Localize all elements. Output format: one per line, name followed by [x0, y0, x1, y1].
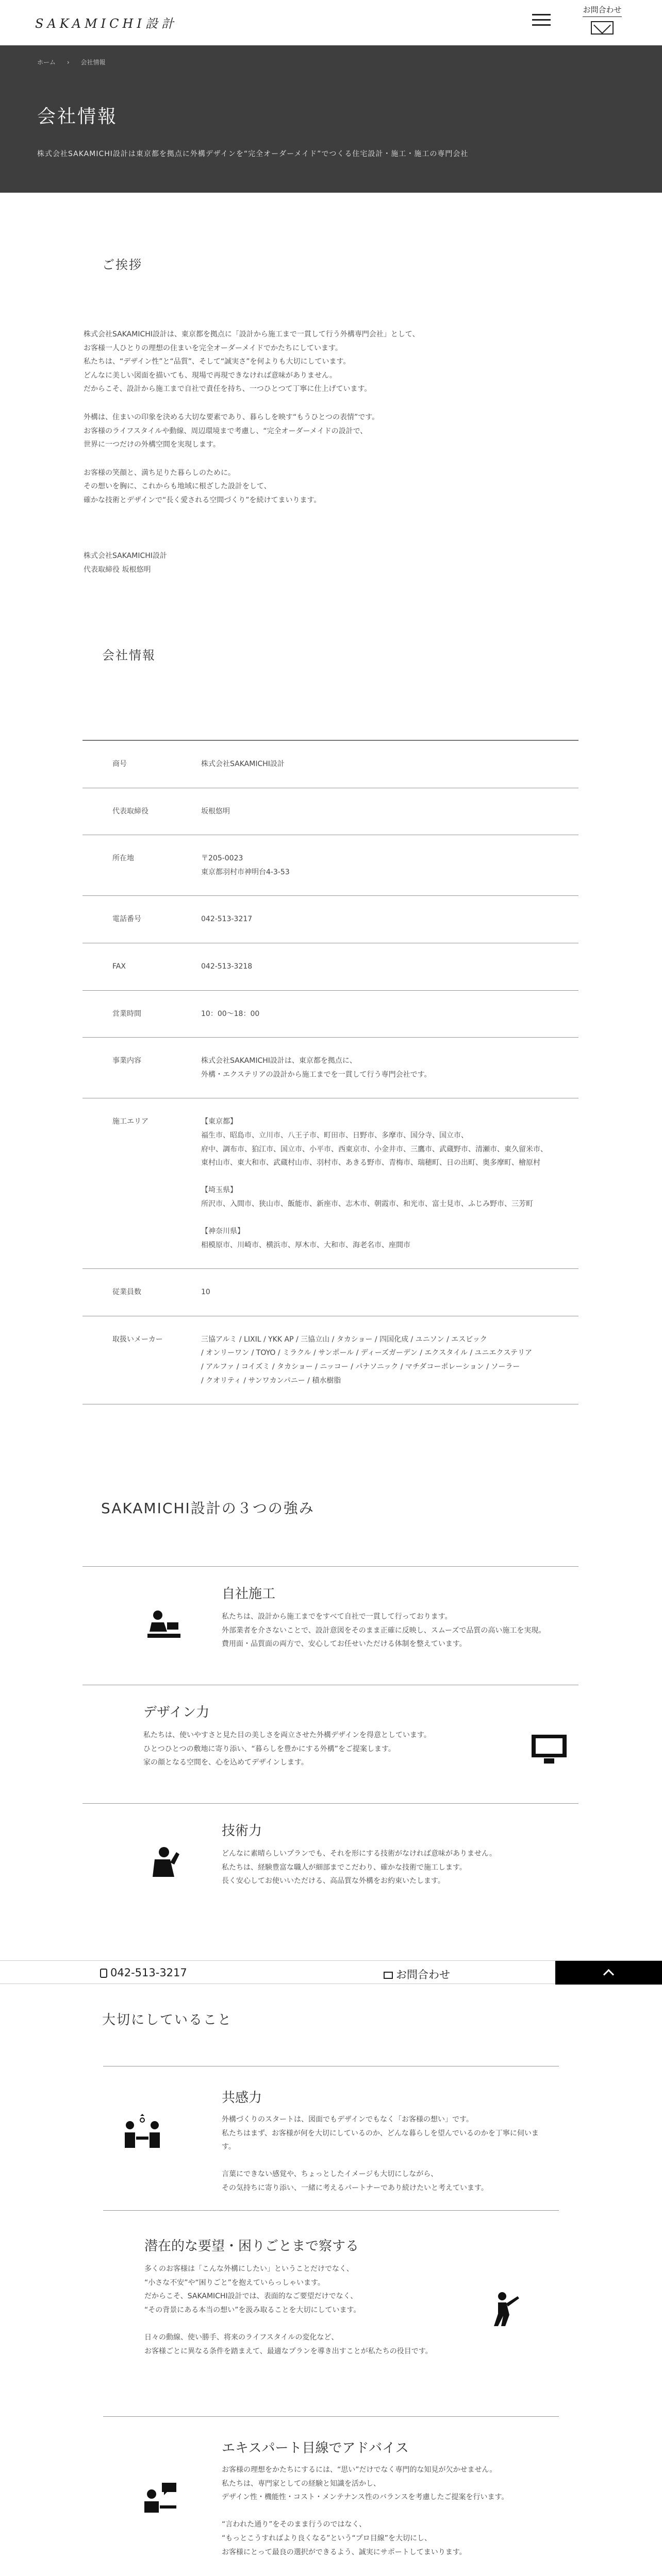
greeting-signature: 株式会社SAKAMICHI設計 代表取締役 坂根悠明 — [84, 552, 167, 574]
row-value: 〒205-0023 東京都羽村市神明台4-3-53 — [201, 854, 290, 876]
table-row — [82, 741, 578, 788]
strength-body: 私たちは、設計から施工までをすべて自社で一貫して行っております。 外部業者を介さないことで、設計意図をそのまま正確に反映し、スムーズで品質の高い施工を実現。 費用面・品質面の両方で、安心してお任せいただける体制を整えています。 — [222, 1613, 546, 1649]
page-subtitle: 株式会社SAKAMICHI設計は東京都を拠点に外構デザインを“完全オーダーメイド”でつくる住宅設計・施工・施工の専門会社 — [37, 150, 469, 158]
row-key: FAX — [112, 962, 126, 971]
row-key: 施工エリア — [112, 1117, 148, 1126]
table-row — [82, 896, 578, 943]
contact-label: お問合わせ — [396, 1969, 450, 1981]
advice-icon — [139, 2479, 180, 2520]
row-key: 営業時間 — [112, 1009, 141, 1018]
row-value: 10：00〜18：00 — [201, 1009, 260, 1018]
row-value: 10 — [201, 1288, 210, 1297]
site-header — [0, 0, 662, 45]
value-body: お客様の理想をかたちにするには、“思い”だけでなく専門的な知見が欠かせません。 私たちは、専門家としての経験と知識を活かし、 デザイン性・機能性・コスト・メンテナンス性のバランスを考慮したご提案を行います。 “言われた通り”をそのまま行うのではなく、 “もっとこうすればより良くなる”という“プロ目線”を大切にし、 お客様にとって最良の選択ができるよう、誠実にサポートしてまいります。 — [222, 2466, 509, 2556]
table-row — [82, 788, 578, 836]
table-row — [82, 943, 578, 991]
strength-title: デザイン力 — [143, 1705, 210, 1720]
meeting-icon — [122, 2113, 163, 2154]
header-contact-label: お問合わせ — [583, 4, 621, 17]
back-to-top-button[interactable] — [555, 1961, 662, 1985]
value-title: 潜在的な要望・困りごとまで察する — [144, 2239, 359, 2254]
pointing-icon — [484, 2288, 525, 2329]
value-body: 外構づくりのスタートは、図面でもデザインでもなく「お客様の想い」です。 私たちはまず、お客様が何を大切にしているのか、どんな暮らしを望んでいるのかを丁寧に伺います。 言葉にできない感覚や、ちょっとしたイメージも大切にしながら、 その気持ちに寄り添い、一緒に考えるパートナーであり続けたいと考えています。 — [222, 2115, 539, 2192]
table-row — [82, 1316, 578, 1404]
breadcrumb-separator: › — [67, 59, 70, 66]
mail-icon — [384, 1972, 393, 1979]
strength-card — [82, 1685, 578, 1803]
row-value: 042-513-3218 — [201, 962, 253, 971]
phone-number: 042-513-3217 — [110, 1967, 187, 1979]
table-row — [82, 1038, 578, 1098]
value-title: 共感力 — [222, 2090, 262, 2106]
row-key: 事業内容 — [112, 1057, 141, 1065]
row-key: 代表取締役 — [112, 807, 148, 816]
row-value: 042-513-3217 — [201, 915, 253, 924]
row-value: 三協アルミ / LIXIL / YKK AP / 三協立山 / タカショー / 四国化成 / ユニソン / エスビック / オンリーワン / TOYO / ミラクル / サンポール / ディーズガーデン / エクスタイル / ユニエクステリア / アルファ / コイズミ / タカショー / ニッコー / パナソニック / マチダコーポレーション / ソーラー / クオリティ / サンワカンパニー / 積水樹脂 — [201, 1335, 533, 1385]
value-card — [103, 2210, 559, 2416]
company-info-table — [82, 740, 578, 1404]
strength-body: どんなに素晴らしいプランでも、それを形にする技術がなければ意味がありません。 私たちは、経験豊富な職人が細部までこだわり、確かな技術で施工します。 長く安心してお使いいただける、高品質な外構をお約束いたします。 — [222, 1850, 496, 1886]
row-key: 商号 — [112, 760, 127, 768]
hamburger-menu-icon[interactable] — [531, 10, 552, 31]
page-title: 会社情報 — [37, 106, 118, 127]
mail-icon — [591, 21, 614, 35]
table-row — [82, 1269, 578, 1316]
row-key: 所在地 — [112, 854, 134, 863]
greeting-paragraph: 外構は、住まいの印象を決める大切な要素であり、暮らしを映す“もうひとつの表情”です。 お客様のライフスタイルや動線、周辺環境まで考慮し、“完全オーダーメイドの設計で、 世界に一つだけの外構空間を実現します。 — [84, 413, 379, 449]
table-row — [82, 835, 578, 896]
phone-link[interactable] — [100, 1967, 187, 1979]
value-card — [103, 2066, 559, 2210]
monitor-icon — [528, 1728, 570, 1770]
strength-title: 自社施工 — [222, 1586, 276, 1602]
values-title: 大切にしていること — [102, 2012, 233, 2028]
row-key: 従業員数 — [112, 1288, 141, 1297]
strength-card — [82, 1803, 578, 1922]
row-value: 株式会社SAKAMICHI設計は、東京都を拠点に、 外構・エクステリアの設計から施工までを一貫して行う専門会社です。 — [201, 1057, 432, 1079]
value-body: 多くのお客様は「こんな外構にしたい」ということだけでなく、 “小さな不安”や“困りごと”を抱えていらっしゃいます。 だからこそ、SAKAMICHI設計では、表面的なご要望だけでなく、 “その背景にある本当の想い”を汲み取ることを大切にしています。 日々の動線、使い勝手、将来のライフスタイルの変化など、 お客様ごとに異なる条件を踏まえて、最適なプランを導き出すことが私たちの役目です。 — [144, 2265, 433, 2355]
strengths-title: SAKAMICHI設計の３つの強み — [101, 1500, 315, 1517]
site-logo[interactable]: SAKAMICHI設計 — [35, 16, 177, 31]
thumbs-up-icon — [143, 1842, 185, 1883]
header-contact-button[interactable] — [571, 4, 633, 36]
row-value: 【東京都】 福生市、昭島市、立川市、八王子市、町田市、日野市、多摩市、国分寺、国立市、 府中、調布市、狛江市、国立市、小平市、西東京市、小金井市、三鷹市、武蔵野市、清瀬市、東久留米市、 東村山市、東大和市、武蔵村山市、羽村市、あきる野市、青梅市、瑞穂町、日の出町、奥多摩町、檜原村 【埼玉県】 所沢市、入間市、狭山市、飯能市、新座市、志木市、朝霞市、和光市、富士見市、ふじみ野市、三芳町 【神奈川県】 相模原市、川崎市、横浜市、厚木市、大和市、海老名市、座間市 — [201, 1117, 548, 1249]
breadcrumb-current: 会社情報 — [80, 59, 106, 66]
contact-link[interactable] — [384, 1967, 450, 1982]
row-key: 取扱いメーカー — [112, 1335, 163, 1344]
page-hero — [0, 45, 662, 193]
value-card — [103, 2416, 559, 2576]
phone-icon — [100, 1969, 107, 1978]
fixed-contact-bar — [0, 1960, 662, 1984]
company-info-title: 会社情報 — [102, 648, 156, 663]
worker-icon — [143, 1605, 185, 1646]
strength-card — [82, 1566, 578, 1685]
row-key: 電話番号 — [112, 915, 141, 924]
table-row — [82, 991, 578, 1038]
breadcrumb-home[interactable]: ホーム — [37, 59, 56, 66]
value-title: エキスパート目線でアドバイス — [222, 2441, 409, 2456]
row-value: 坂根悠明 — [201, 807, 230, 816]
greeting-title: ご挨拶 — [102, 258, 142, 272]
breadcrumb — [37, 58, 115, 66]
strength-title: 技術力 — [222, 1823, 262, 1839]
table-row — [82, 1098, 578, 1269]
greeting-paragraph: お客様の笑顔と、満ち足りた暮らしのために。 その想いを胸に、これからも地域に根ざした設計をして、 確かな技術とデザインで“長く愛される空間づくり”を続けてまいります。 — [84, 468, 321, 504]
greeting-text — [84, 328, 537, 522]
greeting-paragraph: 株式会社SAKAMICHI設計は、東京都を拠点に「設計から施工まで一貫して行う外構専門会社」として、 お客様一人ひとりの理想の住まいを完全オーダーメイドでかたちにしています。 私たちは、“デザイン性”と“品質”、そして“誠実さ”を何よりも大切にしています。 どんなに美しい図面を描いても、現場で再現できなければ意味がありません。 だからこそ、設計から施工まで自社で責任を持ち、一つひとつて丁寧に仕上げています。 — [84, 330, 420, 394]
strength-body: 私たちは、使いやすさと見た目の美しさを両立させた外構デザインを得意としています。 ひとつひとつの敷地に寄り添い、“暮らしを豊かにする外構”をご提案します。 家の顔となる空間を、心を込めてデザインします。 — [143, 1731, 431, 1767]
row-value: 株式会社SAKAMICHI設計 — [201, 760, 285, 768]
